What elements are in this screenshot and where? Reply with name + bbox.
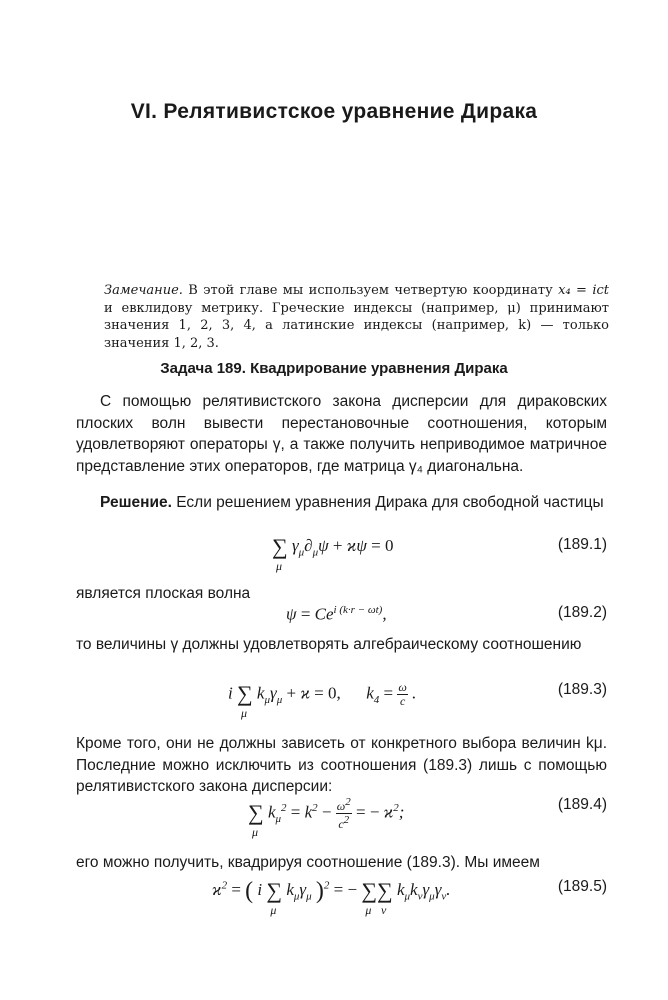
chapter-title: VI. Релятивистское уравнение Дирака xyxy=(130,100,538,123)
equation-189-5-body: $ϰ^2$ = ( i ∑ μ $k_\mu\gamma_\mu$ )$^2$ = − ∑ μ ∑ ν $k_\mu k_\nu\gamma_\mu\gamma_\nu$. xyxy=(212,878,451,917)
remark-lead: Замечание. xyxy=(104,283,183,298)
solution-paragraph-4: Кроме того, они не должны зависеть от конкретного выбора величин kμ. Последние можно исключить из соотношения (189.3) лишь с помощью релятивистского закона дисперсии: xyxy=(76,735,607,795)
remark-note xyxy=(104,282,609,352)
problem-statement: С помощью релятивистского закона дисперсии для дираковских плоских волн вывести перестановочные соотношения, которым удовлетворяют операторы γ, а также получить неприводимое матричное представление этих операторов, где матрица γ₄ диагональна. xyxy=(76,393,607,475)
equation-189-3 xyxy=(76,680,607,721)
equation-189-1 xyxy=(76,534,607,573)
solution-paragraph-3: то величины γ должны удовлетворять алгебраическому соотношению xyxy=(76,636,582,653)
equation-number: (189.4) xyxy=(557,796,607,813)
solution-paragraph-1 xyxy=(76,492,607,514)
equation-number: (189.5) xyxy=(557,878,607,895)
problem-title: Задача 189. Квадрирование уравнения Дирака xyxy=(160,360,508,377)
equation-number: (189.3) xyxy=(557,681,607,698)
equation-189-3-body: i ∑ μ $k_\mu\gamma_\mu + ϰ = 0$, $k_4$ = $\frac{\omega}{c}$ . xyxy=(228,680,417,721)
solution-paragraph-5: его можно получить, квадрируя соотношение (189.3). Мы имеем xyxy=(76,854,540,871)
remark-text-before: В этой главе мы используем четвертую координату xyxy=(182,283,559,298)
remark-text-after: и евклидову метрику. Греческие индексы (например, μ) принимают значения 1, 2, 3, 4, а латинские индексы (например, k) — только значения 1, 2, 3. xyxy=(104,300,609,351)
equation-number: (189.1) xyxy=(557,536,607,553)
solution-lead: Решение. xyxy=(100,494,172,511)
equation-189-5 xyxy=(76,878,607,917)
solution-paragraph-2: является плоская волна xyxy=(76,585,251,602)
solution-text-1: Если решением уравнения Дирака для свободной частицы xyxy=(176,494,604,511)
equation-189-4 xyxy=(76,796,607,840)
equation-189-2 xyxy=(76,604,607,634)
equation-189-2-body: $\psi = Ce^{i (k\cdot r - \omega t)}$, xyxy=(286,604,387,624)
remark-coordinate: x₄ = ict xyxy=(558,283,609,298)
equation-189-1-body: ∑ μ $\gamma_\mu\partial_\mu\psi + ϰ\psi = 0$ xyxy=(272,534,394,573)
equation-189-4-body: ∑ μ $k_\mu^2 = k^2$ − $\frac{\omega^2}{c^2}$ = − $ϰ^2$; xyxy=(248,796,405,840)
equation-number: (189.2) xyxy=(557,604,607,621)
